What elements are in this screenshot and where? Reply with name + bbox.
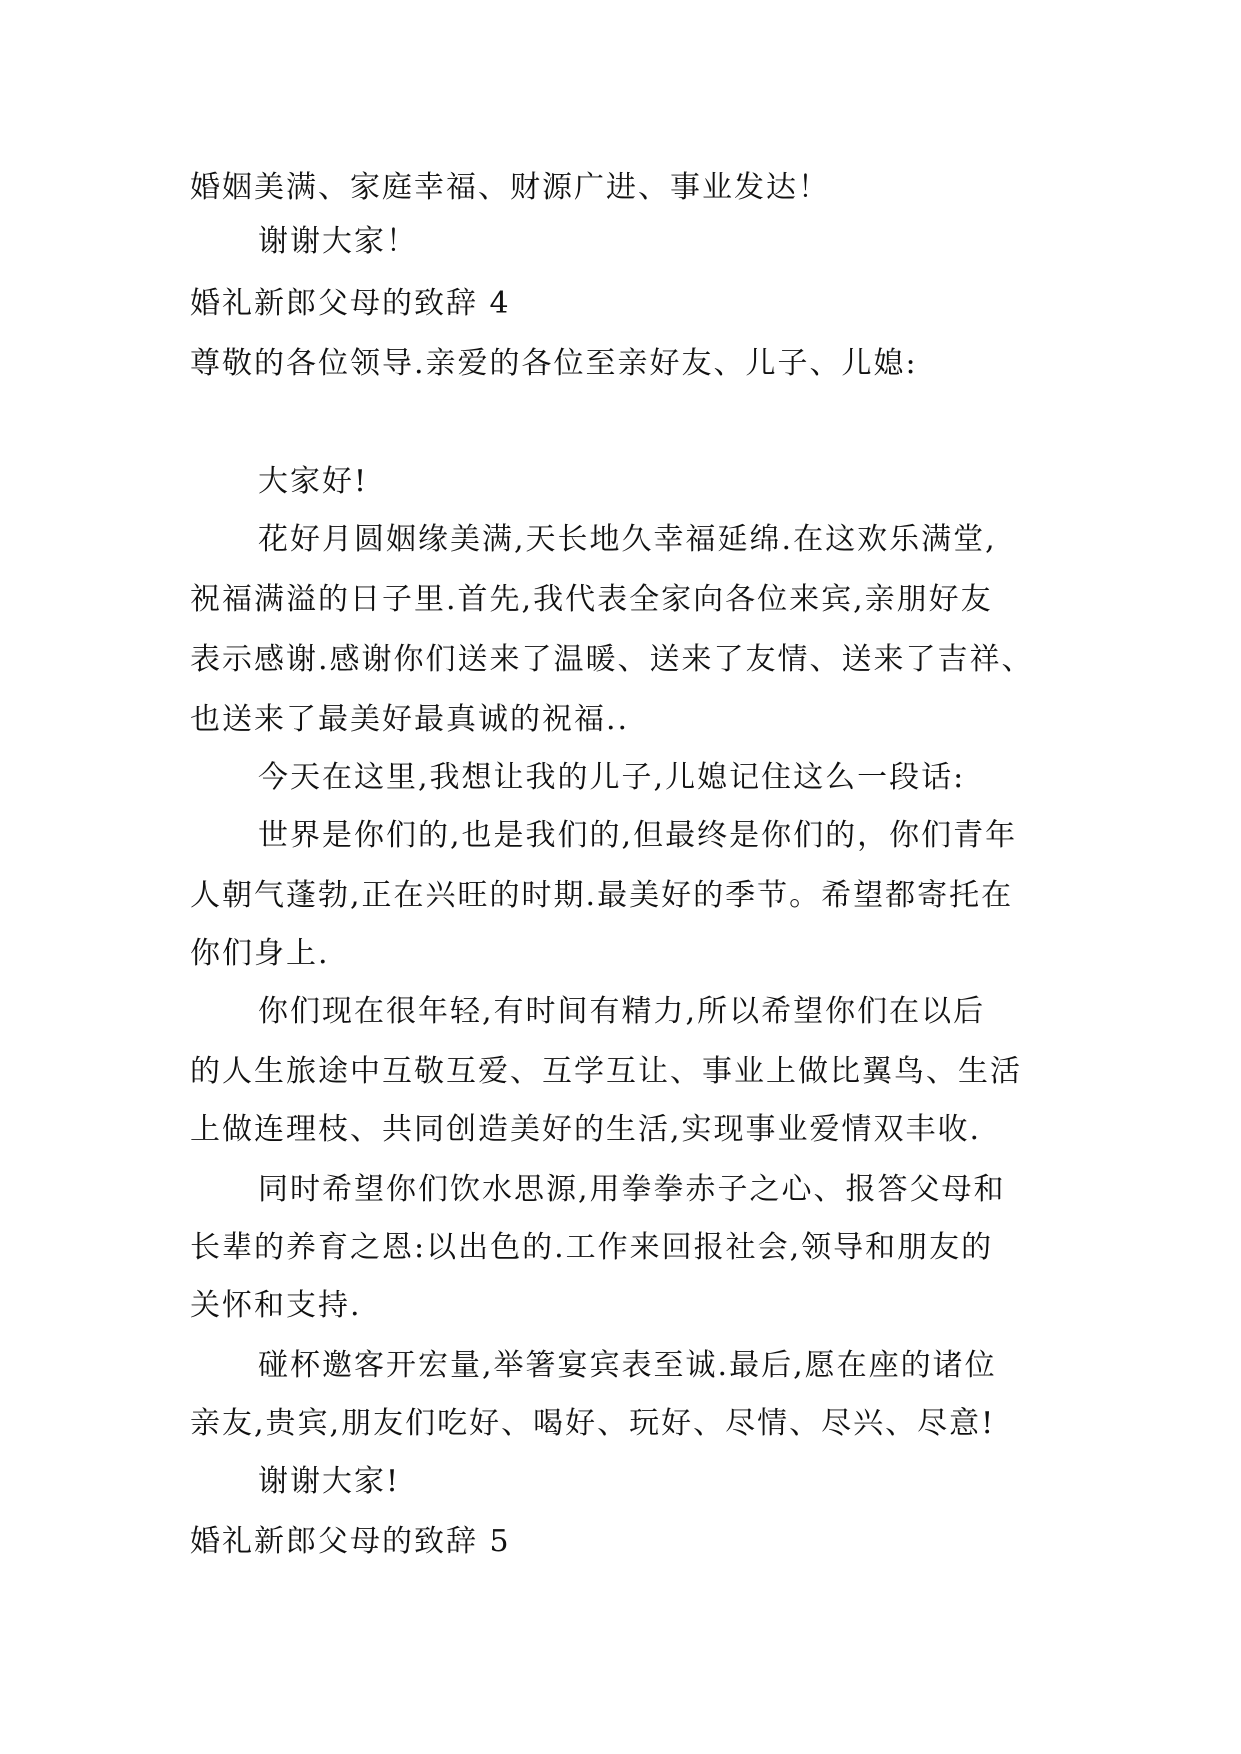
text-line: 长辈的养育之恩:以出色的.工作来回报社会,领导和朋友的 bbox=[190, 1230, 994, 1265]
text-line: 花好月圆姻缘美满,天长地久幸福延绵.在这欢乐满堂, bbox=[258, 522, 997, 557]
text-line: 亲友,贵宾,朋友们吃好、喝好、玩好、尽情、尽兴、尽意! bbox=[190, 1406, 996, 1441]
text-line: 世界是你们的,也是我们的,但最终是你们的，你们青年 bbox=[258, 818, 1018, 853]
text-line: 祝福满溢的日子里.首先,我代表全家向各位来宾,亲朋好友 bbox=[190, 582, 993, 617]
salutation: 尊敬的各位领导.亲爱的各位至亲好友、儿子、儿媳: bbox=[190, 346, 918, 381]
section-heading: 婚礼新郎父母的致辞 4 bbox=[190, 286, 511, 321]
text-line: 上做连理枝、共同创造美好的生活,实现事业爱情双丰收. bbox=[190, 1112, 982, 1147]
text-line: 表示感谢.感谢你们送来了温暖、送来了友情、送来了吉祥、 bbox=[190, 642, 1034, 677]
text-line: 的人生旅途中互敬互爱、互学互让、事业上做比翼鸟、生活 bbox=[190, 1054, 1022, 1089]
text-line: 关怀和支持. bbox=[190, 1288, 362, 1323]
text-line: 谢谢大家！ bbox=[258, 224, 418, 259]
text-line: 碰杯邀客开宏量,举箸宴宾表至诚.最后,愿在座的诸位 bbox=[258, 1348, 997, 1383]
text-line: 婚姻美满、家庭幸福、财源广进、事业发达！ bbox=[190, 170, 830, 205]
text-line: 人朝气蓬勃,正在兴旺的时期.最美好的季节。希望都寄托在 bbox=[190, 878, 1014, 913]
text-line: 你们身上. bbox=[190, 936, 330, 971]
text-line: 大家好! bbox=[258, 464, 369, 499]
text-line: 你们现在很年轻,有时间有精力,所以希望你们在以后 bbox=[258, 994, 986, 1029]
text-line: 也送来了最美好最真诚的祝福.. bbox=[190, 702, 630, 737]
text-line: 同时希望你们饮水思源,用拳拳赤子之心、报答父母和 bbox=[258, 1172, 1006, 1207]
section-heading: 婚礼新郎父母的致辞 5 bbox=[190, 1524, 511, 1559]
text-line: 今天在这里,我想让我的儿子,儿媳记住这么一段话: bbox=[258, 760, 966, 795]
text-line: 谢谢大家! bbox=[258, 1464, 401, 1499]
